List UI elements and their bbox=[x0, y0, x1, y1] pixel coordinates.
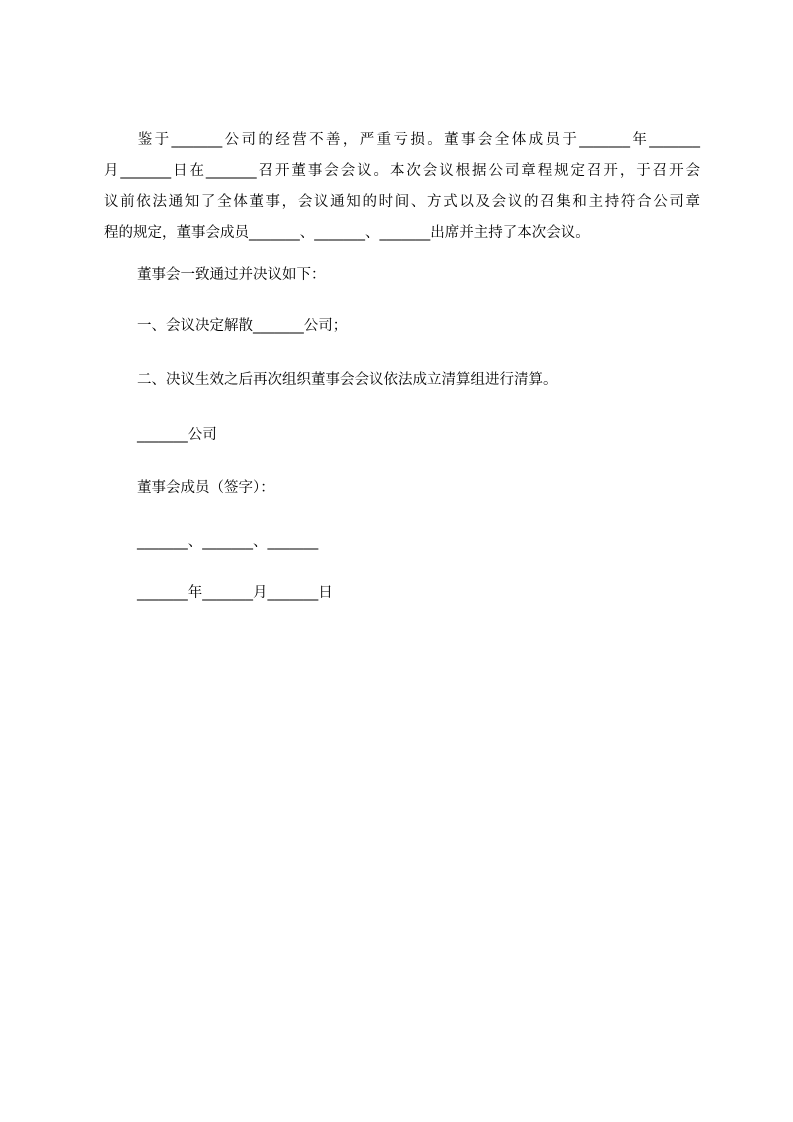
member-signature-blanks: _______、_______、_______ bbox=[137, 534, 319, 550]
resolution-item-1: 一、会议决定解散_______公司； bbox=[137, 318, 348, 334]
paragraph-line: 议前依法通知了全体董事，会议通知的时间、方式以及会议的召集和主持符合公司章 bbox=[104, 194, 700, 210]
resolution-item-2: 二、决议生效之后再次组织董事会会议依法成立清算组进行清算。 bbox=[137, 372, 558, 388]
paragraph-line: 程的规定，董事会成员_______、_______、_______出席并主持了本次会议。 bbox=[104, 225, 590, 241]
date-line: _______年_______月_______日 bbox=[137, 585, 333, 601]
paragraph-line: 鉴于_______公司的经营不善，严重亏损。董事会全体成员于_______年_______ bbox=[104, 132, 700, 148]
resolution-intro: 董事会一致通过并决议如下： bbox=[137, 267, 326, 283]
members-signature-label: 董事会成员（签字）： bbox=[137, 480, 275, 496]
paragraph-line: 月_______日在_______召开董事会会议。本次会议根据公司章程规定召开，于召开会 bbox=[104, 163, 700, 179]
company-signature-line: _______公司 bbox=[137, 427, 217, 443]
opening-paragraph bbox=[104, 130, 700, 254]
